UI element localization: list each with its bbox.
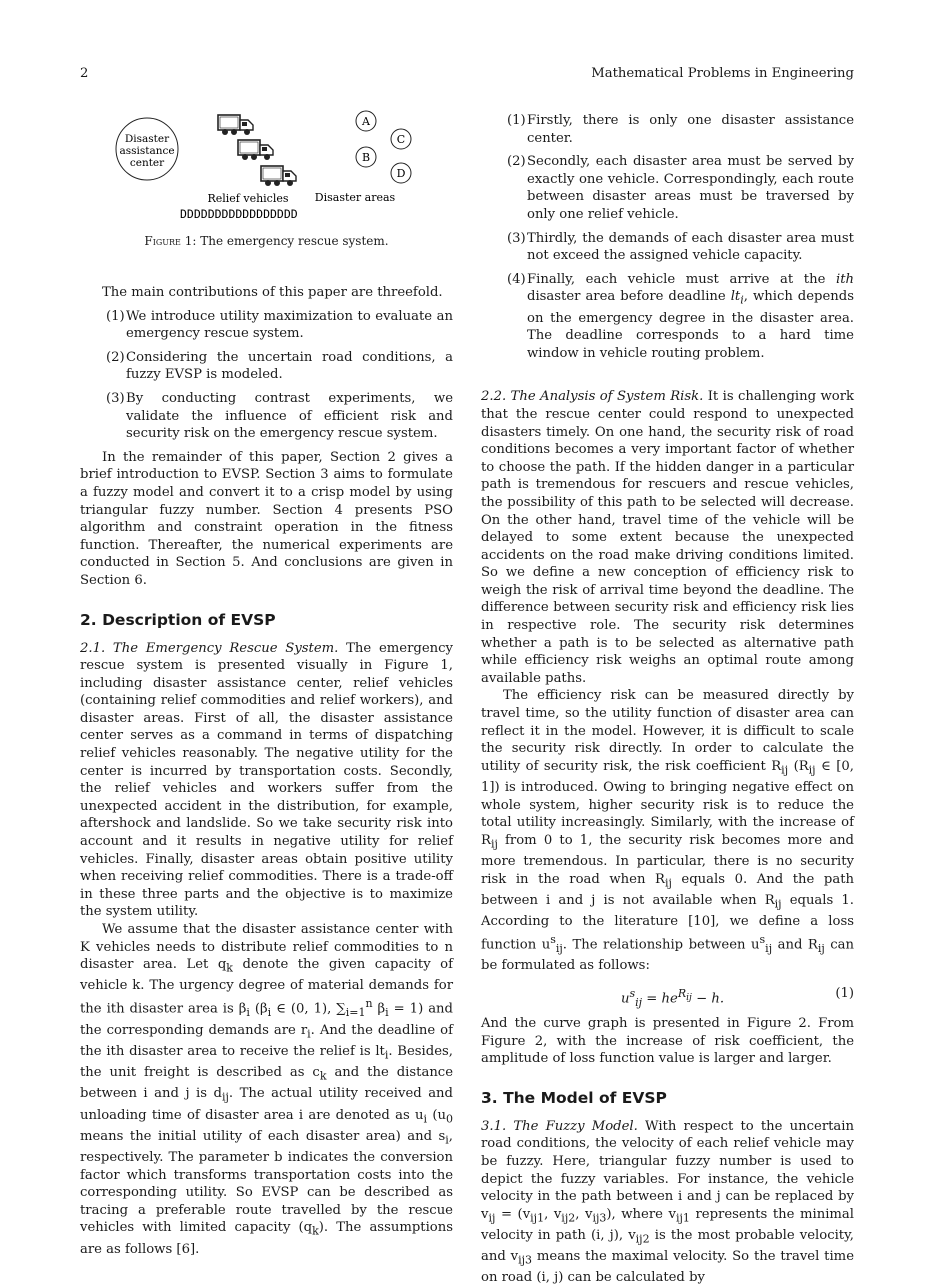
list-item (481, 230, 854, 265)
subscript: ij2 (561, 1211, 576, 1225)
superscript (677, 986, 692, 1004)
subscript: ij (774, 897, 782, 911)
subscript: ij2 (635, 1232, 650, 1246)
text-run: ). The assumptions are as follows [6]. (80, 1220, 453, 1257)
subsection-3-1-paragraph (481, 1118, 854, 1287)
list-item (80, 390, 453, 443)
subscript: k (319, 1069, 327, 1083)
figure-caption-text: The emergency rescue system. (200, 234, 389, 248)
subscript: ij (555, 941, 563, 955)
text-run: means the initial utility of each disaster area) and s (80, 1128, 446, 1144)
list-item (481, 271, 854, 363)
text-run: Finally, each vehicle must arrive at the (527, 271, 836, 287)
node-c-label: C (396, 133, 406, 146)
subscript: ij1 (675, 1211, 690, 1225)
text-run: ∈ (0, 1), ∑ (271, 1001, 346, 1017)
center-label-1: Disaster (124, 133, 170, 145)
equation-number: (1) (835, 985, 854, 1001)
list-number: (2) (507, 154, 526, 170)
text-run: ∈ [0, 1]) is introduced. Owing to bringing negative effect on whole system, higher security risk is to reduce the total utility increasingly. Similarly, with the increase of R (481, 758, 855, 848)
subscript: i (384, 1048, 389, 1062)
text-run: disaster area before deadline (527, 289, 731, 305)
center-label-3: center (129, 157, 165, 169)
figure-1-caption (80, 233, 453, 251)
subscript: ij3 (518, 1253, 533, 1267)
text-run: , respectively. The parameter b indicates the conversion factor which transforms transportation costs into the corresponding utility. So EVSP can be described as tracing a preferable route travelled by the rescue vehicles with limited capacity (q (80, 1128, 453, 1236)
subscript: k (312, 1225, 319, 1239)
text-run: The efficiency risk can be measured directly by travel time, so the utility function of disaster area can reflect it in the model. However, it is difficult to scale the security risk directly. In order to calculate the utility of security risk, the risk coefficient R (481, 688, 854, 774)
relief-vehicles-label: Relief vehicles (207, 192, 289, 205)
running-header (80, 66, 854, 86)
list-item (481, 112, 854, 147)
text-run: , v (544, 1206, 562, 1222)
text-run: , v (575, 1206, 593, 1222)
list-text: Secondly, each disaster area must be served by exactly one vehicle. Correspondingly, each route between disaster areas must be traversed by only one relief vehicle. (527, 154, 854, 222)
text-run: , which depends on the emergency degree in the disaster area. The deadline corresponds to a hard time window in vehicle routing problem. (527, 289, 854, 361)
node-b-label: B (361, 151, 371, 164)
subscript: i (267, 1006, 272, 1020)
subscript: i (385, 1006, 389, 1020)
subscript: i (740, 293, 744, 307)
subsection-2-2-paragraph (481, 388, 854, 687)
text-run: represents the minimal velocity in path (i, j), v (481, 1206, 854, 1243)
subscript: i (246, 1006, 250, 1020)
subscript: i (307, 1027, 311, 1041)
superscript: s (550, 932, 556, 946)
text-run: . The relationship between u (562, 937, 760, 953)
text-run: (β (249, 1001, 268, 1017)
subscript: ij (635, 995, 643, 1009)
subsection-3-1-title: 3.1. The Fuzzy Model. (481, 1118, 638, 1134)
remainder-paragraph: In the remainder of this paper, Section 2 gives a brief introduction to EVSP. Section 3 aims to formulate a fuzzy model and convert it to a crisp model by using triangular fuzzy number. Section 4 presents PSO algorithm and constraint operation in the fitness function. Thereafter, the numerical experiments are conducted in Section 5. And conclusions are given in Section 6. (80, 449, 453, 588)
subscript: i (423, 1112, 428, 1126)
superscript: n (365, 997, 373, 1011)
list-item (80, 308, 453, 343)
subscript: i=1 (345, 1006, 366, 1020)
list-text: Considering the uncertain road conditions, a fuzzy EVSP is modeled. (126, 349, 453, 383)
list-text: Firstly, there is only one disaster assistance center. (527, 113, 854, 146)
list-number: (1) (507, 113, 526, 128)
text-run: R (677, 986, 687, 1000)
text-run: = 1) and the corresponding demands are r (80, 1001, 453, 1038)
subscript: ij (488, 1211, 496, 1225)
list-number: (2) (106, 349, 125, 365)
truck-icon (261, 166, 296, 186)
subscript: ij (808, 763, 816, 777)
text-run: = he (642, 991, 678, 1007)
subsection-2-1-paragraph (80, 640, 453, 922)
text-run: We assume that the disaster assistance center with K vehicles needs to distribute relief commodities to n disaster area. Let q (80, 922, 453, 973)
text-run: can be formulated as follows: (481, 937, 854, 974)
equation-1 (481, 975, 854, 1015)
list-text: By conducting contrast experiments, we validate the influence of efficient risk and security risk on the emergency rescue system. (126, 390, 453, 442)
subscript: ij (686, 992, 692, 1004)
contributions-intro: The main contributions of this paper are threefold. (102, 285, 443, 300)
page-number: 2 (80, 66, 89, 81)
text-run: equals 1. According to the literature [10], we define a loss function u (481, 892, 854, 953)
list-text (527, 272, 854, 361)
disaster-areas-label: Disaster areas (314, 191, 396, 204)
text-run: u (621, 991, 630, 1007)
garbled-glyph-row: DDDDDDDDDDDDDDDDD (180, 207, 298, 221)
text-run: means the maximal velocity. So the travel time on road (i, j) can be calculated by (481, 1249, 854, 1286)
list-number: (3) (507, 230, 526, 246)
subsection-2-1-title: 2.1. The Emergency Rescue System. (80, 640, 339, 656)
text-run: lt (730, 289, 741, 305)
left-column (80, 112, 453, 1258)
figure-caption-label: Figure 1: (144, 234, 197, 248)
subscript: ij3 (592, 1211, 607, 1225)
node-a-label: A (362, 115, 370, 128)
figure-1 (80, 108, 453, 284)
text-run: (R (788, 758, 809, 774)
list-number: (3) (106, 390, 125, 406)
curve-paragraph: And the curve graph is presented in Figure 2. From Figure 2, with the increase of risk coefficient, the amplitude of loss function value is larger and larger. (481, 1015, 854, 1067)
subscript: ij (765, 941, 773, 955)
text-run: − h. (691, 991, 725, 1007)
text-run: β (372, 1001, 386, 1017)
text-run: from 0 to 1, the security risk becomes more and more tremendous. In particular, there is no security risk in the road when R (481, 832, 854, 887)
text-run: . And the deadline of the ith disaster area to receive the relief is lt (80, 1022, 453, 1059)
subscript: i (445, 1133, 449, 1147)
text-run: denote the given capacity of vehicle k. The urgency degree of material demands for the ith disaster area is β (80, 957, 453, 1017)
assumption-paragraph (80, 921, 453, 1258)
center-label-2: assistance (119, 145, 175, 157)
subsection-2-2-title: 2.2. The Analysis of System Risk. (481, 389, 704, 405)
subscript: ij (781, 763, 789, 777)
list-number: (4) (507, 271, 526, 287)
text-run: = (v (495, 1206, 531, 1222)
text-run: . The actual utility received and unloading time of disaster area i are denoted as u (80, 1086, 453, 1123)
journal-title: Mathematical Problems in Engineering (591, 66, 854, 81)
superscript: s (629, 986, 636, 1000)
text-run: equals 0. And the path between i and j is not available when R (481, 871, 854, 908)
subscript: ij (221, 1090, 229, 1104)
subscript: ij1 (530, 1211, 545, 1225)
text-run: is the most probable velocity, and v (481, 1227, 854, 1265)
truck-icon (238, 140, 273, 160)
superscript: s (759, 932, 766, 946)
text-run: (u (427, 1107, 446, 1123)
list-text: We introduce utility maximization to evaluate an emergency rescue system. (126, 308, 453, 342)
right-column (481, 112, 854, 1287)
list-item (80, 349, 453, 384)
subsection-2-1-text: The emergency rescue system is presented visually in Figure 1, including disaster assistance center, relief vehicles (containing relief commodities and relief workers), and disaster areas. First of all, the disaster assistance center serves as a command in terms of dispatching relief vehicles reasonably. The negative utility for the center is incurred by transportation costs. Secondly, the relief vehicles and workers suffer from the unexpected accident in the distribution, for example, aftershock and landslide. So we take security risk into account and it results in negative utility for relief vehicles. Finally, disaster areas obtain positive utility when receiving relief commodities. There is a trade-off in these three parts and the objective is to maximize the system utility. (80, 640, 453, 920)
subsection-2-2-text: It is challenging work that the rescue center could respond to unexpected disasters timely. On one hand, the security risk of road conditions becomes a very important factor of whether to choose the path. If the hidden danger in a particular path is tremendous for rescuers and rescue vehicles, the possibility of this path to be selected will decrease. On the other hand, travel time of the vehicle will be delayed to some extent because the unexpected accidents on the road make driving conditions limited. So we define a new conception of efficiency risk to weigh the risk of arrival time beyond the deadline. The difference between security risk and efficiency risk lies in respective role. The security risk determines whether a path is to be selected as alternative path while efficiency risk weighs an optimal route among available paths. (481, 389, 854, 686)
section-2-heading: 2. Description of EVSP (80, 610, 276, 629)
text-run: ), where v (606, 1206, 676, 1222)
subscript: ij (664, 876, 672, 890)
assumptions-list (481, 112, 854, 362)
subscript: ij (490, 837, 498, 851)
efficiency-risk-paragraph (481, 687, 854, 975)
list-item (481, 153, 854, 223)
section-3-heading: 3. The Model of EVSP (481, 1088, 667, 1107)
text-run: . Besides, the unit freight is described as c (80, 1043, 453, 1081)
truck-icon (218, 115, 253, 135)
subscript: k (226, 961, 233, 975)
subscript: ij (817, 941, 825, 955)
text-run: With respect to the uncertain road conditions, the velocity of each relief vehicle may be fuzzy. Here, triangular fuzzy number is used to depict the fuzzy variables. For instance, the vehicle velocity in the path between i and j can be replaced by v (481, 1118, 854, 1222)
list-number: (1) (106, 308, 125, 324)
node-d-label: D (396, 167, 406, 180)
equation-body (621, 985, 724, 1012)
contributions-list (80, 308, 453, 443)
list-text: Thirdly, the demands of each disaster area must not exceed the assigned vehicle capacity. (527, 230, 854, 264)
text-run: ith (835, 271, 854, 287)
text-run: and R (772, 937, 818, 953)
subscript: 0 (446, 1112, 453, 1126)
text-run: and the distance between i and j is d (80, 1065, 453, 1102)
